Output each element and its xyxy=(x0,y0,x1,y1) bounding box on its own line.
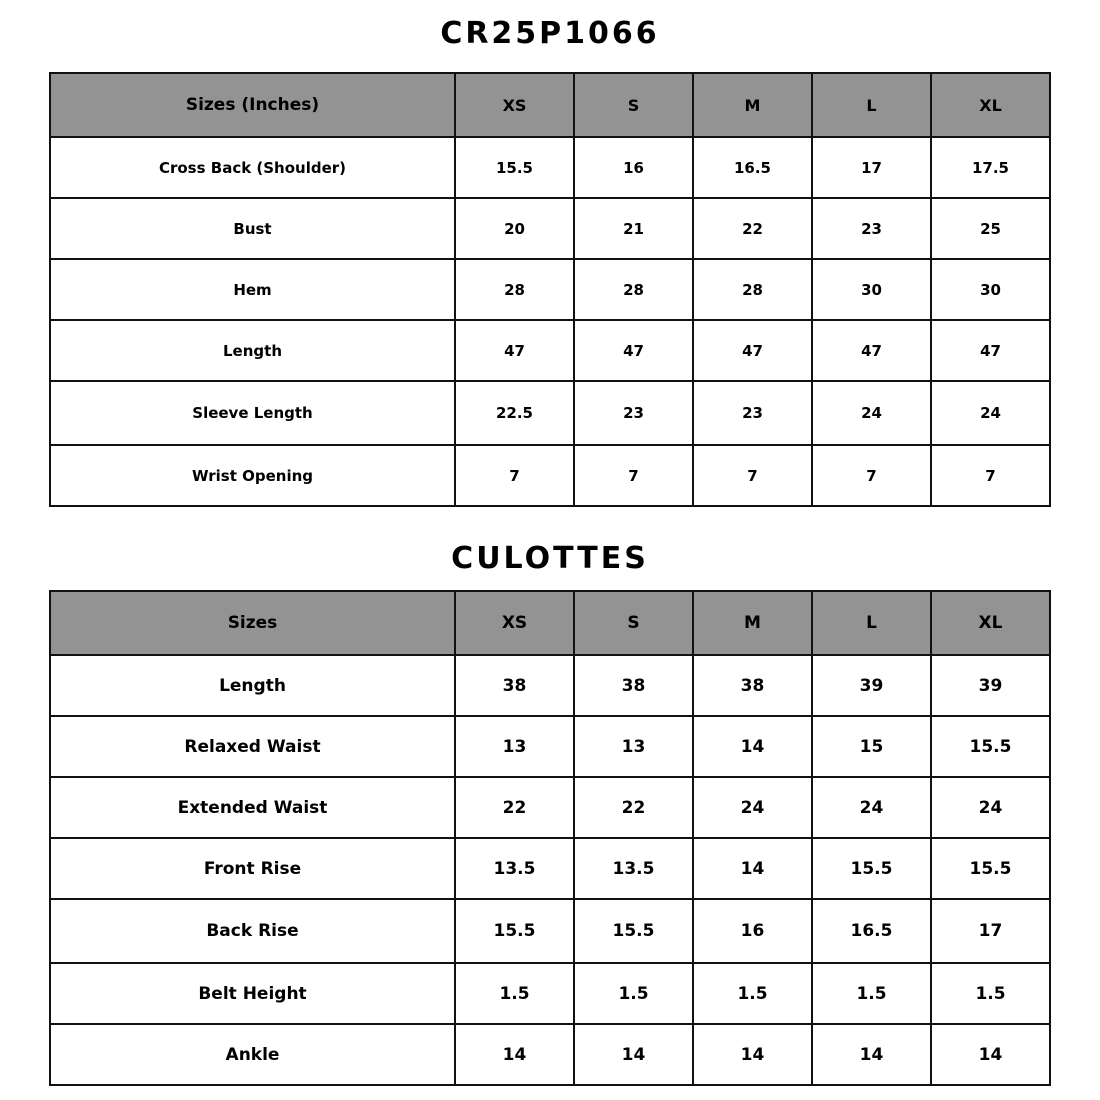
size-header-xs: XS xyxy=(455,73,574,137)
value-cell: 20 xyxy=(455,198,574,259)
value-cell: 28 xyxy=(455,259,574,320)
value-cell: 47 xyxy=(693,320,812,381)
size-header-s: S xyxy=(574,591,693,655)
top-chart-title: CR25P1066 xyxy=(440,16,660,51)
row-label: Cross Back (Shoulder) xyxy=(50,137,455,198)
value-cell: 23 xyxy=(812,198,931,259)
row-label: Extended Waist xyxy=(50,777,455,838)
value-cell: 21 xyxy=(574,198,693,259)
value-cell: 24 xyxy=(931,777,1050,838)
value-cell: 1.5 xyxy=(812,963,931,1024)
size-header-xl: XL xyxy=(931,73,1050,137)
size-header-m: M xyxy=(693,73,812,137)
value-cell: 30 xyxy=(931,259,1050,320)
table-row xyxy=(50,716,1050,777)
value-cell: 25 xyxy=(931,198,1050,259)
table-row xyxy=(50,445,1050,506)
top-size-table xyxy=(49,72,1051,507)
row-label: Back Rise xyxy=(50,899,455,963)
value-cell: 28 xyxy=(693,259,812,320)
row-label: Hem xyxy=(50,259,455,320)
table-row xyxy=(50,655,1050,716)
row-label: Sleeve Length xyxy=(50,381,455,445)
value-cell: 30 xyxy=(812,259,931,320)
value-cell: 7 xyxy=(812,445,931,506)
table-row xyxy=(50,259,1050,320)
value-cell: 14 xyxy=(693,716,812,777)
value-cell: 14 xyxy=(693,1024,812,1085)
row-label: Length xyxy=(50,320,455,381)
value-cell: 7 xyxy=(693,445,812,506)
value-cell: 7 xyxy=(574,445,693,506)
value-cell: 38 xyxy=(455,655,574,716)
table-row xyxy=(50,320,1050,381)
value-cell: 39 xyxy=(931,655,1050,716)
culottes-chart-title: CULOTTES xyxy=(451,541,649,576)
value-cell: 1.5 xyxy=(574,963,693,1024)
value-cell: 16.5 xyxy=(812,899,931,963)
table-row xyxy=(50,381,1050,445)
value-cell: 17.5 xyxy=(931,137,1050,198)
value-cell: 14 xyxy=(931,1024,1050,1085)
value-cell: 13 xyxy=(455,716,574,777)
table-row xyxy=(50,963,1050,1024)
header-row xyxy=(50,73,1050,137)
value-cell: 16.5 xyxy=(693,137,812,198)
row-label: Relaxed Waist xyxy=(50,716,455,777)
value-cell: 15.5 xyxy=(455,899,574,963)
size-header-xl: XL xyxy=(931,591,1050,655)
size-header-s: S xyxy=(574,73,693,137)
value-cell: 1.5 xyxy=(693,963,812,1024)
value-cell: 24 xyxy=(812,381,931,445)
size-header-l: L xyxy=(812,591,931,655)
value-cell: 15.5 xyxy=(812,838,931,899)
value-cell: 38 xyxy=(693,655,812,716)
value-cell: 24 xyxy=(812,777,931,838)
value-cell: 15.5 xyxy=(931,716,1050,777)
value-cell: 22 xyxy=(693,198,812,259)
value-cell: 16 xyxy=(574,137,693,198)
header-label-cell: Sizes xyxy=(50,591,455,655)
value-cell: 23 xyxy=(693,381,812,445)
size-header-xs: XS xyxy=(455,591,574,655)
value-cell: 13.5 xyxy=(455,838,574,899)
header-label-cell: Sizes (Inches) xyxy=(50,73,455,137)
row-label: Wrist Opening xyxy=(50,445,455,506)
value-cell: 47 xyxy=(812,320,931,381)
value-cell: 14 xyxy=(812,1024,931,1085)
size-header-m: M xyxy=(693,591,812,655)
row-label: Length xyxy=(50,655,455,716)
value-cell: 13.5 xyxy=(574,838,693,899)
value-cell: 7 xyxy=(931,445,1050,506)
value-cell: 1.5 xyxy=(931,963,1050,1024)
value-cell: 47 xyxy=(931,320,1050,381)
table-row xyxy=(50,899,1050,963)
value-cell: 15.5 xyxy=(574,899,693,963)
value-cell: 17 xyxy=(812,137,931,198)
table-row xyxy=(50,137,1050,198)
value-cell: 24 xyxy=(693,777,812,838)
table-row xyxy=(50,198,1050,259)
row-label: Ankle xyxy=(50,1024,455,1085)
value-cell: 39 xyxy=(812,655,931,716)
value-cell: 24 xyxy=(931,381,1050,445)
table-row xyxy=(50,1024,1050,1085)
culottes-size-table xyxy=(49,590,1051,1086)
row-label: Bust xyxy=(50,198,455,259)
row-label: Front Rise xyxy=(50,838,455,899)
value-cell: 22 xyxy=(574,777,693,838)
value-cell: 15.5 xyxy=(455,137,574,198)
value-cell: 1.5 xyxy=(455,963,574,1024)
value-cell: 14 xyxy=(574,1024,693,1085)
value-cell: 7 xyxy=(455,445,574,506)
value-cell: 28 xyxy=(574,259,693,320)
value-cell: 38 xyxy=(574,655,693,716)
value-cell: 15.5 xyxy=(931,838,1050,899)
value-cell: 17 xyxy=(931,899,1050,963)
value-cell: 16 xyxy=(693,899,812,963)
value-cell: 22 xyxy=(455,777,574,838)
value-cell: 14 xyxy=(455,1024,574,1085)
value-cell: 47 xyxy=(574,320,693,381)
value-cell: 15 xyxy=(812,716,931,777)
row-label: Belt Height xyxy=(50,963,455,1024)
value-cell: 47 xyxy=(455,320,574,381)
size-header-l: L xyxy=(812,73,931,137)
value-cell: 23 xyxy=(574,381,693,445)
table-row xyxy=(50,777,1050,838)
value-cell: 14 xyxy=(693,838,812,899)
value-cell: 22.5 xyxy=(455,381,574,445)
value-cell: 13 xyxy=(574,716,693,777)
header-row xyxy=(50,591,1050,655)
table-row xyxy=(50,838,1050,899)
